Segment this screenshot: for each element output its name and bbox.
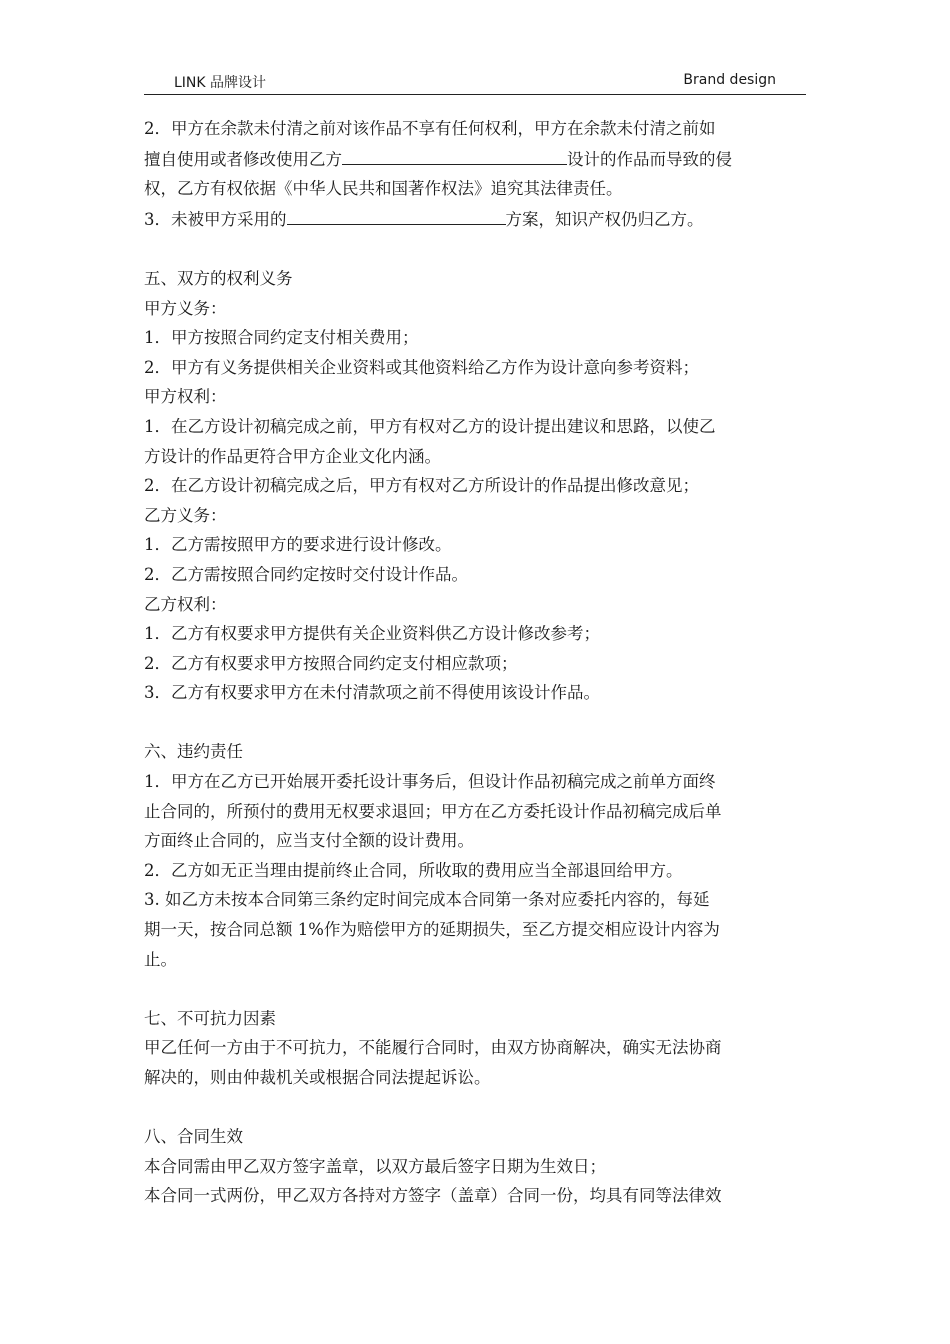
- section-title: 八、合同生效: [144, 1127, 243, 1147]
- clause-line: 2．乙方需按照合同约定按时交付设计作品。: [144, 564, 468, 584]
- section-title: 六、违约责任: [144, 742, 243, 762]
- subsection-label: 甲方义务：: [144, 298, 227, 318]
- clause-line: 期一天，按合同总额 1%作为赔偿甲方的延期损失，至乙方提交相应设计内容为: [144, 920, 720, 940]
- clause-line: 1．在乙方设计初稿完成之前，甲方有权对乙方的设计提出建议和思路，以使乙: [144, 416, 716, 436]
- document-body: [144, 114, 806, 1211]
- clause-text: 设计的作品而导致的侵: [567, 149, 732, 169]
- fill-in-blank: [342, 144, 567, 165]
- clause-line: [144, 144, 806, 175]
- subsection-label: 乙方权利：: [144, 594, 227, 614]
- clause-line: 方面终止合同的，应当支付全额的设计费用。: [144, 831, 474, 851]
- clause-line: 2．乙方有权要求甲方按照合同约定支付相应款项；: [144, 653, 518, 673]
- clause-line: 本合同一式两份，甲乙双方各持对方签字（盖章）合同一份，均具有同等法律效: [144, 1186, 722, 1206]
- clause-line: 1．甲方按照合同约定支付相关费用；: [144, 328, 419, 348]
- subsection-label: 甲方权利：: [144, 387, 227, 407]
- clause-line: 3. 如乙方未按本合同第三条约定时间完成本合同第一条对应委托内容的，每延: [144, 890, 710, 910]
- clause-text: 方案，知识产权仍归乙方。: [505, 209, 704, 229]
- clause-line: 甲乙任何一方由于不可抗力，不能履行合同时，由双方协商解决，确实无法协商: [144, 1038, 722, 1058]
- clause-line: 方设计的作品更符合甲方企业文化内涵。: [144, 446, 441, 466]
- section-title: 五、双方的权利义务: [144, 268, 293, 288]
- clause-line: 2．甲方在余款未付清之前对该作品不享有任何权利，甲方在余款未付清之前如: [144, 119, 716, 138]
- clause-line: 1．乙方需按照甲方的要求进行设计修改。: [144, 535, 452, 555]
- clause-line: 本合同需由甲乙双方签字盖章，以双方最后签字日期为生效日；: [144, 1156, 606, 1176]
- clause-line: 1．乙方有权要求甲方提供有关企业资料供乙方设计修改参考；: [144, 624, 600, 644]
- subsection-label: 乙方义务：: [144, 505, 227, 525]
- section-title: 七、不可抗力因素: [144, 1008, 276, 1028]
- header-brand-left: LINK 品牌设计: [174, 75, 267, 91]
- clause-text: 3．未被甲方采用的: [144, 209, 287, 229]
- clause-line: 权，乙方有权依据《中华人民共和国著作权法》追究其法律责任。: [144, 179, 623, 199]
- clause-line: 2．甲方有义务提供相关企业资料或其他资料给乙方作为设计意向参考资料；: [144, 357, 699, 377]
- clause-line: [144, 204, 806, 235]
- header-brand-right: Brand design: [683, 72, 776, 88]
- fill-in-blank: [287, 204, 506, 225]
- clause-line: 止。: [144, 949, 177, 969]
- clause-line: 解决的，则由仲裁机关或根据合同法提起诉讼。: [144, 1068, 491, 1087]
- clause-line: 3．乙方有权要求甲方在未付清款项之前不得使用该设计作品。: [144, 683, 600, 703]
- clause-line: 2．乙方如无正当理由提前终止合同，所收取的费用应当全部退回给甲方。: [144, 860, 683, 880]
- page-header: [144, 68, 806, 95]
- clause-line: 止合同的，所预付的费用无权要求退回；甲方在乙方委托设计作品初稿完成后单: [144, 801, 722, 821]
- clause-text: 擅自使用或者修改使用乙方: [144, 149, 342, 169]
- clause-line: 2．在乙方设计初稿完成之后，甲方有权对乙方所设计的作品提出修改意见；: [144, 476, 699, 496]
- clause-line: 1．甲方在乙方已开始展开委托设计事务后，但设计作品初稿完成之前单方面终: [144, 772, 716, 792]
